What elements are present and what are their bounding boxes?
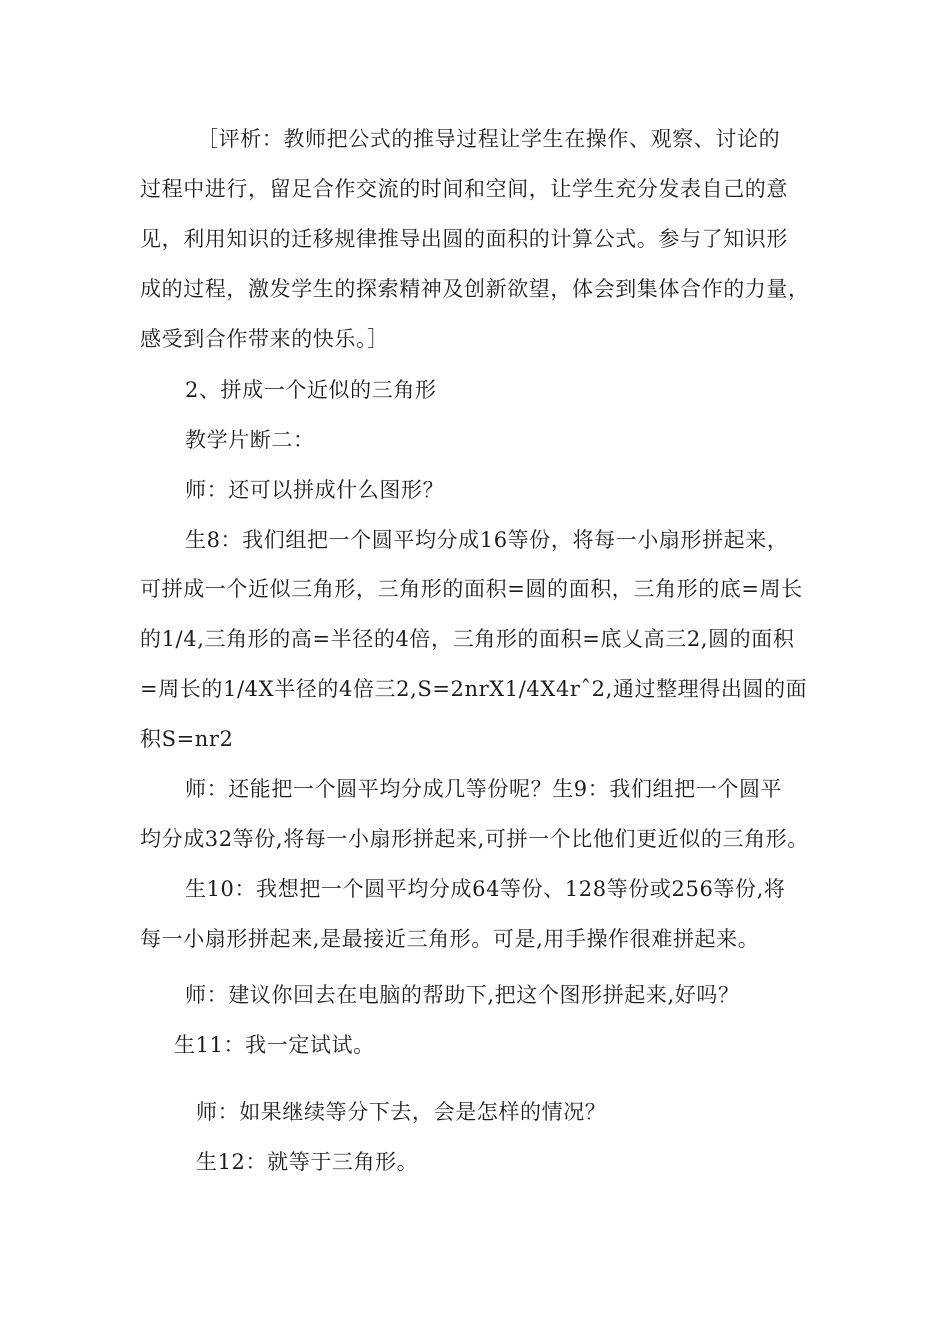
text-line: =周长的1/4X半径的4倍三2,S=2nrX1/4X4rˆ2,通过整理得出圆的面 [140, 677, 808, 701]
text-line: 生11：我一定试试。 [174, 1033, 375, 1057]
text-line: 积S=nr2 [140, 727, 234, 751]
text-line: 感受到合作带来的快乐。］ [140, 327, 389, 351]
section-heading: 2、拼成一个近似的三角形 [185, 378, 437, 402]
text-line: 过程中进行，留足合作交流的时间和空间，让学生充分发表自己的意 [140, 177, 788, 201]
text-line: 见，利用知识的迁移规律推导出圆的面积的计算公式。参与了知识形 [140, 227, 788, 251]
text-line: 生12：就等于三角形。 [196, 1150, 419, 1174]
text-line: 师：建议你回去在电脑的帮助下,把这个图形拼起来,好吗？ [185, 983, 740, 1007]
text-line: ［评析：教师把公式的推导过程让学生在操作、观察、讨论的 [197, 127, 781, 151]
text-line: 师：还能把一个圆平均分成几等份呢？生9：我们组把一个圆平 [185, 777, 783, 801]
text-line: 每一小扇形拼起来,是最接近三角形。可是,用手操作很难拼起来。 [140, 927, 760, 951]
text-line: 师：如果继续等分下去，会是怎样的情况？ [196, 1100, 607, 1124]
text-line: 成的过程，激发学生的探索精神及创新欲望，体会到集体合作的力量， [140, 277, 810, 301]
text-line: 的1/4,三角形的高=半径的4倍，三角形的面积=底乂高三2,圆的面积 [140, 627, 795, 651]
text-line: 可拼成一个近似三角形，三角形的面积=圆的面积，三角形的底=周长 [140, 577, 803, 601]
text-line: 师：还可以拼成什么图形？ [185, 478, 445, 502]
text-line: 生10：我想把一个圆平均分成64等份、128等份或256等份,将 [185, 877, 786, 901]
text-line: 生8：我们组把一个圆平均分成16等份，将每一小扇形拼起来， [185, 528, 789, 552]
text-line: 教学片断二： [185, 428, 315, 452]
text-line: 均分成32等份,将每一小扇形拼起来,可拼一个比他们更近似的三角形。 [140, 827, 809, 851]
